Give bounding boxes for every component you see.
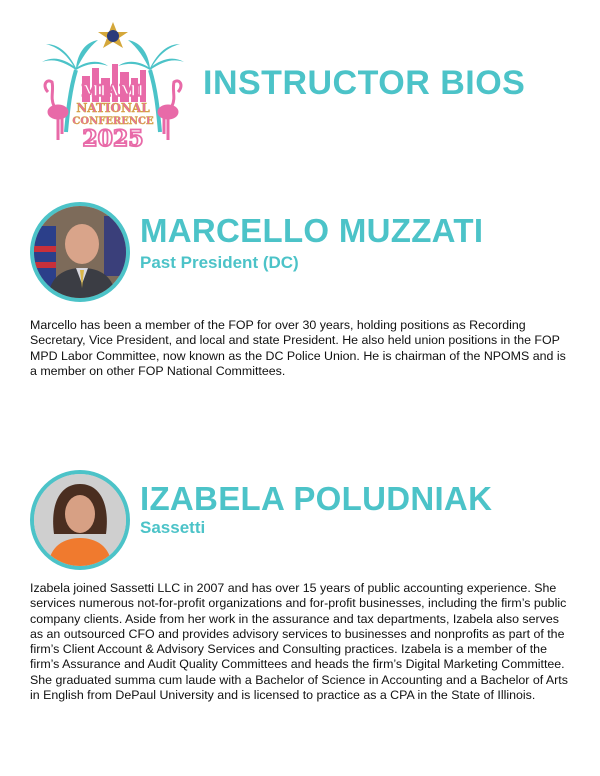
page-title: INSTRUCTOR BIOS — [203, 64, 526, 102]
flamingo-left-icon — [45, 81, 67, 140]
conference-logo — [38, 20, 188, 152]
bio-name: MARCELLO MUZZATI — [140, 212, 484, 249]
flamingo-right-icon — [159, 81, 181, 140]
portrait-man-icon — [34, 206, 126, 298]
logo-city: MIAMI — [81, 81, 145, 100]
logo-event-line2: CONFERENCE — [72, 116, 154, 127]
logo-year: 2025 — [82, 126, 144, 152]
bio-role: Past President (DC) — [140, 253, 299, 272]
portrait-woman-icon — [34, 474, 126, 566]
logo-event-line1: NATIONAL — [76, 101, 150, 115]
bio-text: Marcello has been a member of the FOP for over 30 years, holding positions as Recording Secretary, Vice President, and local and state President. He also held union positions in the FOP MPD Labor Committee, now known as the DC Police Union. He is chairman of the NPOMS and is a member on other FOP National Committees. — [30, 318, 566, 378]
bio-text: Izabela joined Sassetti LLC in 2007 and has over 15 years of public accounting experience. She services numerous not-for-profit organizations and for-profit businesses, including the firm’s public company clients. Aside from her work in the assurance and tax departments, Izabela also serves as an outsourced CFO and provides advisory services to businesses and nonprofits as part of the firm’s Client Account & Advisory Services and Consulting practices. Izabela is a member of the firm’s Assurance and Audit Quality Committees and heads the firm’s Digital Marketing Committee. She graduated summa cum laude with a Bachelor of Science in Accounting and a Bachelor of Arts in English from DePaul University and is licensed to practice as a CPA in the State of Illinois. — [30, 581, 568, 703]
avatar — [30, 202, 130, 302]
bio-name: IZABELA POLUDNIAK — [140, 480, 493, 517]
bio-role: Sassetti — [140, 518, 206, 537]
avatar — [30, 470, 130, 570]
fop-star-icon — [98, 22, 128, 48]
